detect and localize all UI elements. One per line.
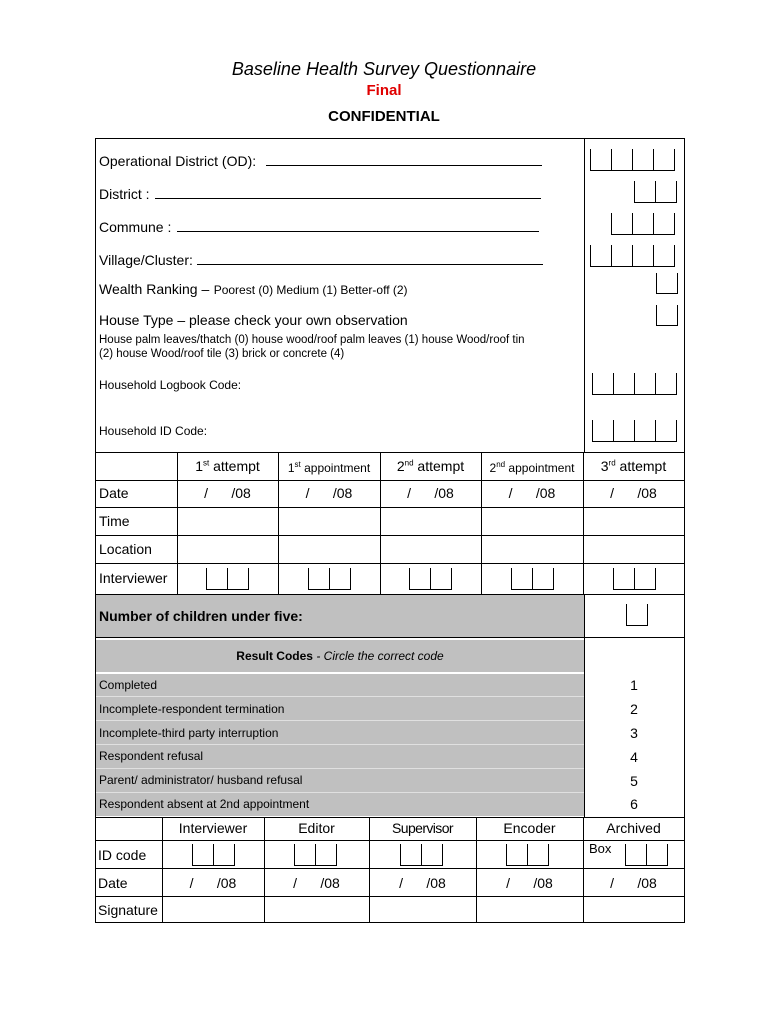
location-row-cells[interactable] [178,536,683,563]
signoff-date-interviewer[interactable]: / /08 [189,875,237,891]
result-code-6[interactable]: 6 [630,796,638,812]
row-label-interviewer: Interviewer [99,570,168,586]
signoff-date-editor[interactable]: / /08 [293,875,340,891]
header-1st-appointment: 1st appointment [287,460,371,475]
signoff-header-archived: Archived [606,820,661,836]
archived-box-label: Box [589,841,612,856]
result-code-1[interactable]: 1 [630,677,638,693]
signoff-label-signature: Signature [98,902,158,918]
id-code-boxes-interviewer[interactable] [192,844,235,866]
attempt-date-1[interactable]: / /08 [204,485,251,501]
signature-row-cells[interactable] [163,897,683,922]
signoff-label-date: Date [98,875,128,891]
result-code-5[interactable]: 5 [630,773,638,789]
header-3rd-attempt: 3rd attempt [600,458,667,474]
household-id-label: Household ID Code: [99,424,208,438]
id-code-boxes-archived[interactable] [625,844,668,866]
od-field[interactable]: Operational District (OD): [99,151,542,169]
commune-code-boxes[interactable] [611,213,675,235]
id-code-boxes-editor[interactable] [294,844,337,866]
result-label-absent: Respondent absent at 2nd appointment [99,797,310,811]
result-codes-heading: Result Codes - Circle the correct code [236,649,444,663]
header-2nd-attempt: 2nd attempt [396,458,465,474]
form-status: Final [366,82,402,99]
row-label-time: Time [99,513,130,529]
signoff-date-supervisor[interactable]: / /08 [399,875,446,891]
attempt-date-4[interactable]: / /08 [508,485,556,501]
household-id-code-boxes[interactable] [592,420,677,442]
form-classification: CONFIDENTIAL [328,108,440,125]
wealth-ranking: Wealth Ranking – Poorest (0) Medium (1) Better-off (2) [99,281,408,297]
logbook-label: Household Logbook Code: [99,378,242,392]
id-code-boxes-encoder[interactable] [506,844,549,866]
village-field[interactable]: Village/Cluster: [99,250,543,268]
result-label-respondent-termination: Incomplete-respondent termination [99,702,285,716]
logbook-code-boxes[interactable] [592,373,677,395]
children-count-box[interactable] [626,604,648,626]
form-title: Baseline Health Survey Questionnaire [231,59,537,79]
signoff-header-supervisor: Supervisor [392,820,453,836]
attempt-date-5[interactable]: / /08 [610,485,657,501]
result-label-third-party-interruption: Incomplete-third party interruption [99,726,279,740]
signoff-header-editor: Editor [298,820,335,836]
attempt-date-3[interactable]: / /08 [407,485,454,501]
result-label-completed: Completed [99,678,158,692]
wealth-code-box[interactable] [656,273,678,294]
row-label-date: Date [99,485,129,501]
row-label-location: Location [99,541,152,557]
house-type-label: House Type – please check your own observation [99,312,408,328]
signoff-date-archived[interactable]: / /08 [610,875,657,891]
village-code-boxes[interactable] [590,245,675,267]
district-field[interactable]: District : [99,184,541,202]
house-type-code-box[interactable] [656,305,678,326]
time-row-cells[interactable] [178,508,683,535]
children-under-five-label: Number of children under five: [99,608,303,624]
house-type-options-1: House palm leaves/thatch (0) house wood/roof palm leaves (1) house Wood/roof tin [99,334,525,346]
signoff-header-encoder: Encoder [503,820,556,836]
signoff-header-interviewer: Interviewer [178,820,248,836]
interviewer-code-boxes-4[interactable] [511,568,554,590]
interviewer-code-boxes-3[interactable] [409,568,452,590]
result-code-2[interactable]: 2 [630,701,638,717]
header-1st-attempt: 1st attempt [195,458,260,474]
attempt-date-2[interactable]: / /08 [305,485,353,501]
id-code-boxes-supervisor[interactable] [400,844,443,866]
result-code-3[interactable]: 3 [630,725,638,741]
header-2nd-appointment: 2nd appointment [489,460,575,475]
interviewer-code-boxes-2[interactable] [308,568,351,590]
result-code-4[interactable]: 4 [630,749,638,765]
signoff-date-encoder[interactable]: / /08 [506,875,553,891]
house-type-options-2: (2) house Wood/roof tile (3) brick or concrete (4) [99,348,345,360]
commune-field[interactable]: Commune : [99,217,539,235]
result-label-parent-refusal: Parent/ administrator/ husband refusal [99,773,303,787]
interviewer-code-boxes-1[interactable] [206,568,249,590]
district-code-boxes[interactable] [634,181,677,203]
result-label-respondent-refusal: Respondent refusal [99,749,204,763]
signoff-label-id-code: ID code [98,847,147,863]
interviewer-code-boxes-5[interactable] [613,568,656,590]
od-code-boxes[interactable] [590,149,675,171]
